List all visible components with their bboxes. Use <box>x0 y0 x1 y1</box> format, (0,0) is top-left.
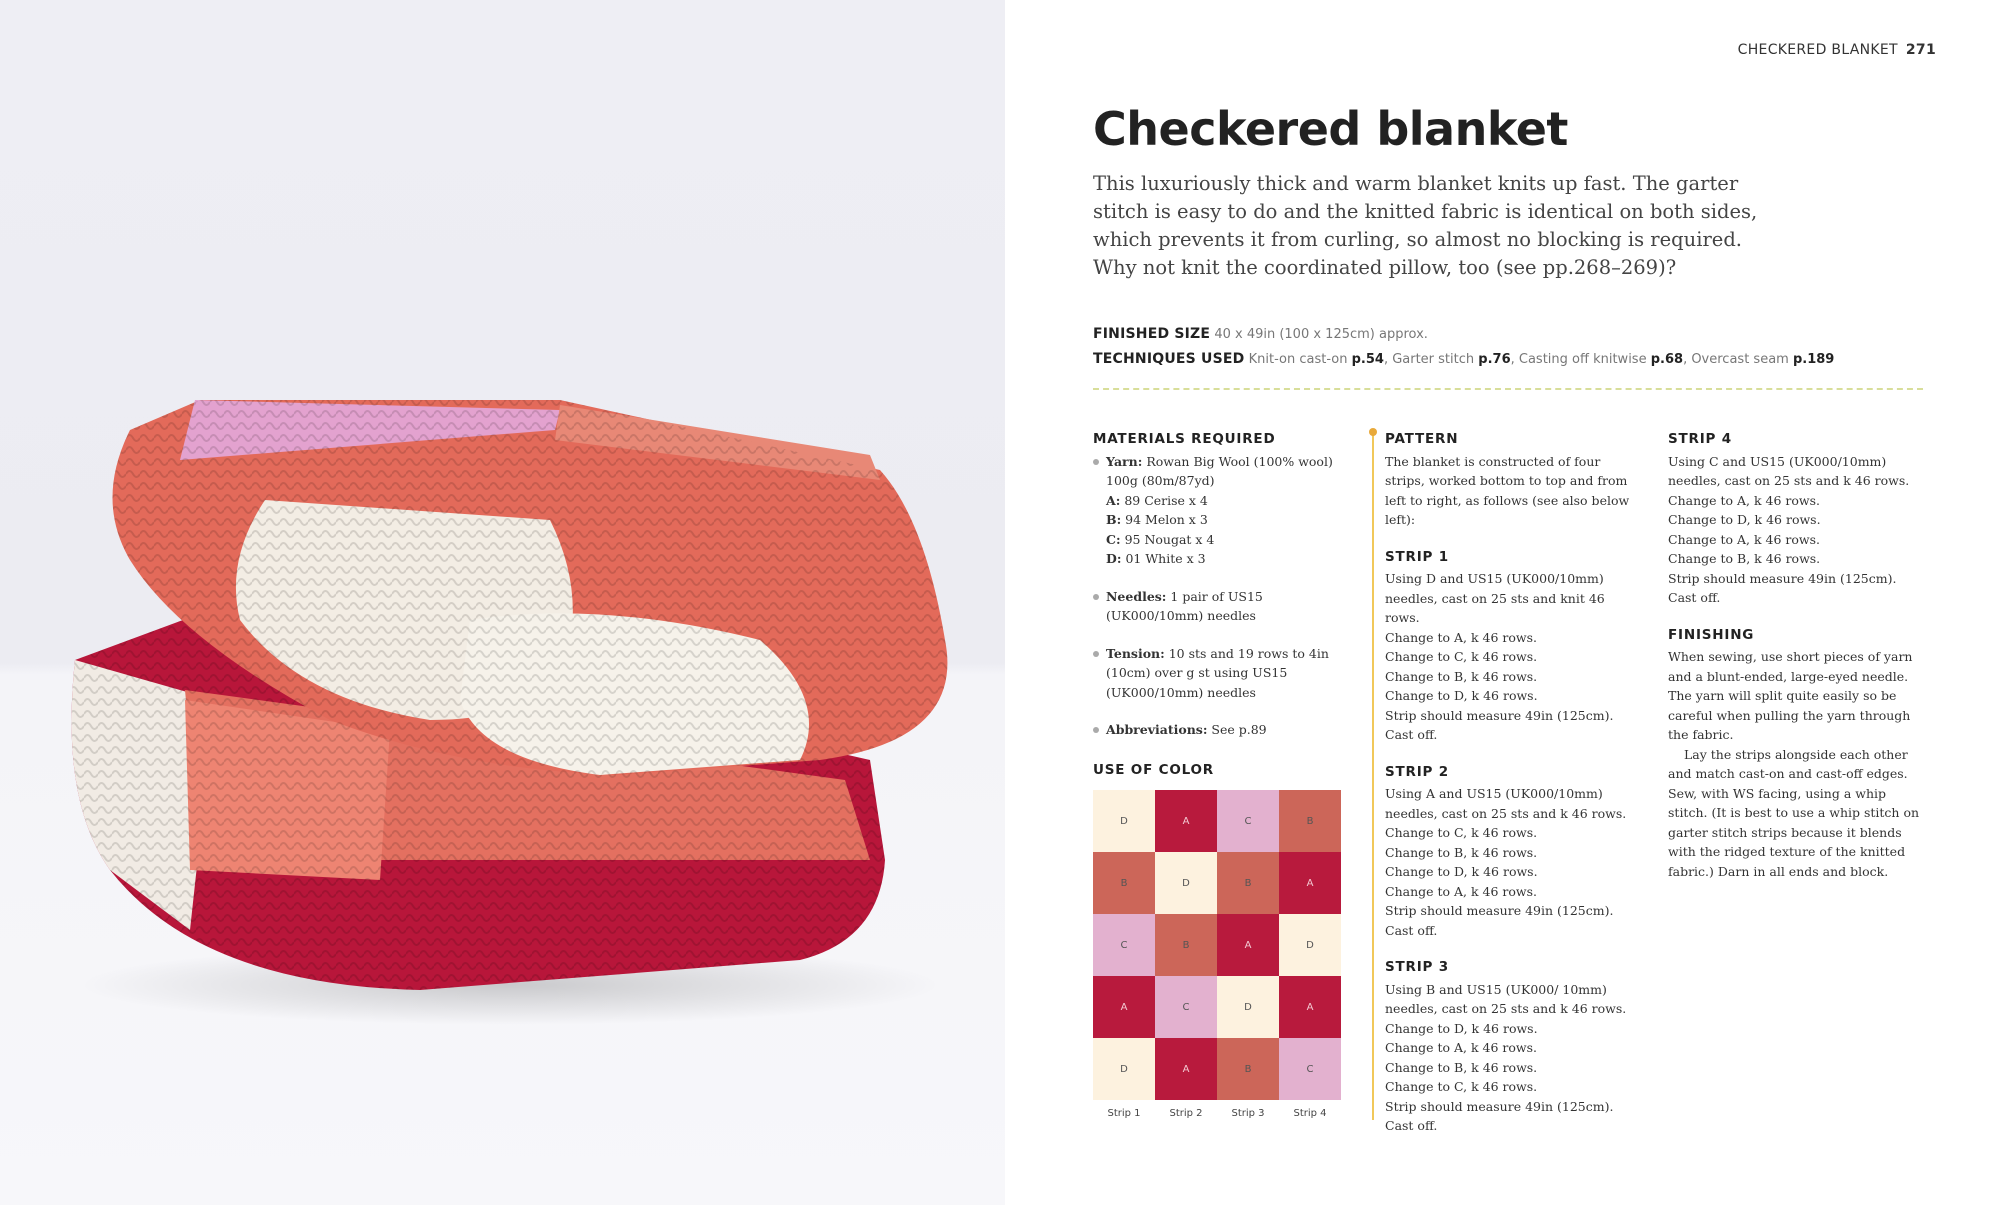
finishing-paragraph: Lay the strips alongside each other and match cast-on and cast-off edges. Sew, with WS facing, using a whip stitch. (It is best to use a whip stitch on garter stitch strips because it blends with the ridged texture of the knitted fabric.) Darn in all ends and block. <box>1668 746 1920 879</box>
instruction-line: Change to D, k 46 rows. <box>1668 512 1821 527</box>
strip-instructions <box>1385 763 1640 941</box>
instruction-line: Cast off. <box>1385 922 1438 938</box>
instruction-line: Change to D, k 46 rows. <box>1385 688 1538 703</box>
technique-item: Casting off knitwise p.68, <box>1518 352 1692 367</box>
instruction-line: Strip should measure 49in (125cm). <box>1385 903 1614 918</box>
section-divider <box>1093 388 1923 390</box>
page-number: 271 <box>1905 42 1936 58</box>
strip-label: Strip 1 <box>1107 1108 1141 1119</box>
strip-label: Strip 4 <box>1293 1108 1327 1119</box>
color-cell: C <box>1217 790 1279 852</box>
instruction-line: Cast off. <box>1385 1118 1438 1133</box>
instruction-line: Using B and US15 (UK000/ 10mm) needles, cast on 25 sts and k 46 rows. <box>1385 981 1627 1016</box>
color-cell: D <box>1093 1038 1155 1100</box>
strip-heading: STRIP 2 <box>1385 763 1449 780</box>
color-cell: C <box>1155 976 1217 1038</box>
instruction-line: Using D and US15 (UK000/10mm) needles, cast on 25 sts and knit 46 rows. <box>1385 571 1605 625</box>
color-cell: B <box>1217 1038 1279 1100</box>
needles-item: Needles: 1 pair of US15 (UK000/10mm) needles <box>1093 587 1333 626</box>
color-cell: C <box>1279 1038 1341 1100</box>
instruction-line: Change to C, k 46 rows. <box>1385 825 1538 840</box>
color-cell: D <box>1093 790 1155 852</box>
color-cell: A <box>1279 852 1341 914</box>
abbreviations-item: Abbreviations: See p.89 <box>1093 720 1333 740</box>
instruction-line: Strip should measure 49in (125cm). <box>1385 707 1614 723</box>
instruction-line: Change to A, k 46 rows. <box>1668 492 1821 508</box>
instruction-line: Change to D, k 46 rows. <box>1385 864 1538 879</box>
use-of-color-heading-wrap <box>1093 761 1333 783</box>
color-cell: D <box>1217 976 1279 1038</box>
color-cell: A <box>1155 1038 1217 1100</box>
color-cell: C <box>1093 914 1155 976</box>
strip-label: Strip 2 <box>1169 1108 1203 1119</box>
color-chart <box>1093 790 1341 1100</box>
techniques-used <box>1093 347 1834 372</box>
instruction-line: Change to C, k 46 rows. <box>1385 1079 1538 1094</box>
section-title: CHECKERED BLANKET <box>1737 42 1898 58</box>
color-cell: A <box>1155 790 1217 852</box>
color-cell: B <box>1155 914 1217 976</box>
instruction-line: Change to A, k 46 rows. <box>1385 1040 1538 1055</box>
strip-heading: STRIP 1 <box>1385 548 1449 565</box>
pattern-column <box>1385 430 1640 1136</box>
pattern-heading: PATTERN <box>1385 431 1459 447</box>
pattern-intro: The blanket is constructed of four strips, worked bottom to top and from left to right, as follows (see also below left): <box>1385 453 1630 527</box>
strip-heading: STRIP 3 <box>1385 959 1449 975</box>
strip-label: Strip 3 <box>1231 1108 1265 1119</box>
instruction-line: Change to A, k 46 rows. <box>1668 531 1821 547</box>
instruction-line: Using C and US15 (UK000/10mm) needles, cast on 25 sts and k 46 rows. <box>1668 453 1910 488</box>
finished-size <box>1093 322 1834 347</box>
techniques-label: TECHNIQUES USED <box>1093 351 1245 367</box>
materials-column <box>1093 430 1333 740</box>
color-cell: A <box>1093 976 1155 1038</box>
project-meta <box>1093 322 1834 372</box>
technique-item: Garter stitch p.76, <box>1392 352 1519 367</box>
instruction-line: Change to B, k 46 rows. <box>1385 844 1538 860</box>
instruction-line: Cast off. <box>1385 727 1438 742</box>
running-header <box>1738 42 1936 58</box>
color-cell: B <box>1279 790 1341 852</box>
color-cell: D <box>1155 852 1217 914</box>
instruction-line: Change to A, k 46 rows. <box>1385 629 1538 645</box>
instruction-line: Change to B, k 46 rows. <box>1385 1059 1538 1075</box>
color-cell: B <box>1093 852 1155 914</box>
page-title: Checkered blanket <box>1093 102 1568 156</box>
finished-size-value: 40 x 49in (100 x 125cm) approx. <box>1214 327 1428 342</box>
strip-instructions <box>1668 430 1928 608</box>
tension-item: Tension: 10 sts and 19 rows to 4in (10cm) over g st using US15 (UK000/10mm) needles <box>1093 644 1333 703</box>
strip-instructions <box>1385 548 1640 745</box>
column-rule <box>1372 430 1374 1120</box>
instruction-line: Strip should measure 49in (125cm). <box>1668 570 1897 586</box>
column-rule-dot <box>1369 428 1377 436</box>
use-of-color-heading: USE OF COLOR <box>1093 762 1214 778</box>
technique-item: Knit-on cast-on p.54, <box>1248 352 1393 367</box>
color-cell: D <box>1279 914 1341 976</box>
instruction-line: Change to B, k 46 rows. <box>1668 551 1821 566</box>
finishing-heading: FINISHING <box>1668 626 1755 643</box>
yarn-item: Yarn: Rowan Big Wool (100% wool) 100g (80m/87yd) A: 89 Cerise x 4 B: 94 Melon x 3 C: 95 Nougat x 4 D: 01 White x 3 <box>1093 452 1333 569</box>
instruction-line: Strip should measure 49in (125cm). <box>1385 1098 1614 1114</box>
color-cell: B <box>1217 852 1279 914</box>
instruction-line: Change to C, k 46 rows. <box>1385 649 1538 664</box>
instruction-line: Using A and US15 (UK000/10mm) needles, cast on 25 sts and k 46 rows. <box>1385 786 1627 821</box>
finished-size-label: FINISHED SIZE <box>1093 326 1211 342</box>
strip-labels <box>1093 1108 1341 1119</box>
instruction-line: Change to B, k 46 rows. <box>1385 668 1538 684</box>
materials-heading: MATERIALS REQUIRED <box>1093 431 1276 447</box>
color-cell: A <box>1217 914 1279 976</box>
intro-paragraph: This luxuriously thick and warm blanket knits up fast. The garter stitch is easy to do and the knitted fabric is identical on both sides, which prevents it from curling, so almost no blocking is required. Why not knit the coordinated pillow, too (see pp.268–269)? <box>1093 172 1758 279</box>
pattern-column-2 <box>1668 430 1928 881</box>
instruction-line: Change to A, k 46 rows. <box>1385 883 1538 899</box>
color-cell: A <box>1279 976 1341 1038</box>
finishing-paragraph: When sewing, use short pieces of yarn and a blunt-ended, large-eyed needle. The yarn will split quite easily so be careful when pulling the yarn through the fabric. <box>1668 649 1913 742</box>
instruction-line: Cast off. <box>1668 590 1721 605</box>
strip-instructions <box>1385 958 1640 1136</box>
strip-heading: STRIP 4 <box>1668 431 1732 447</box>
technique-item: Overcast seam p.189 <box>1691 352 1835 367</box>
instruction-line: Change to D, k 46 rows. <box>1385 1020 1538 1036</box>
